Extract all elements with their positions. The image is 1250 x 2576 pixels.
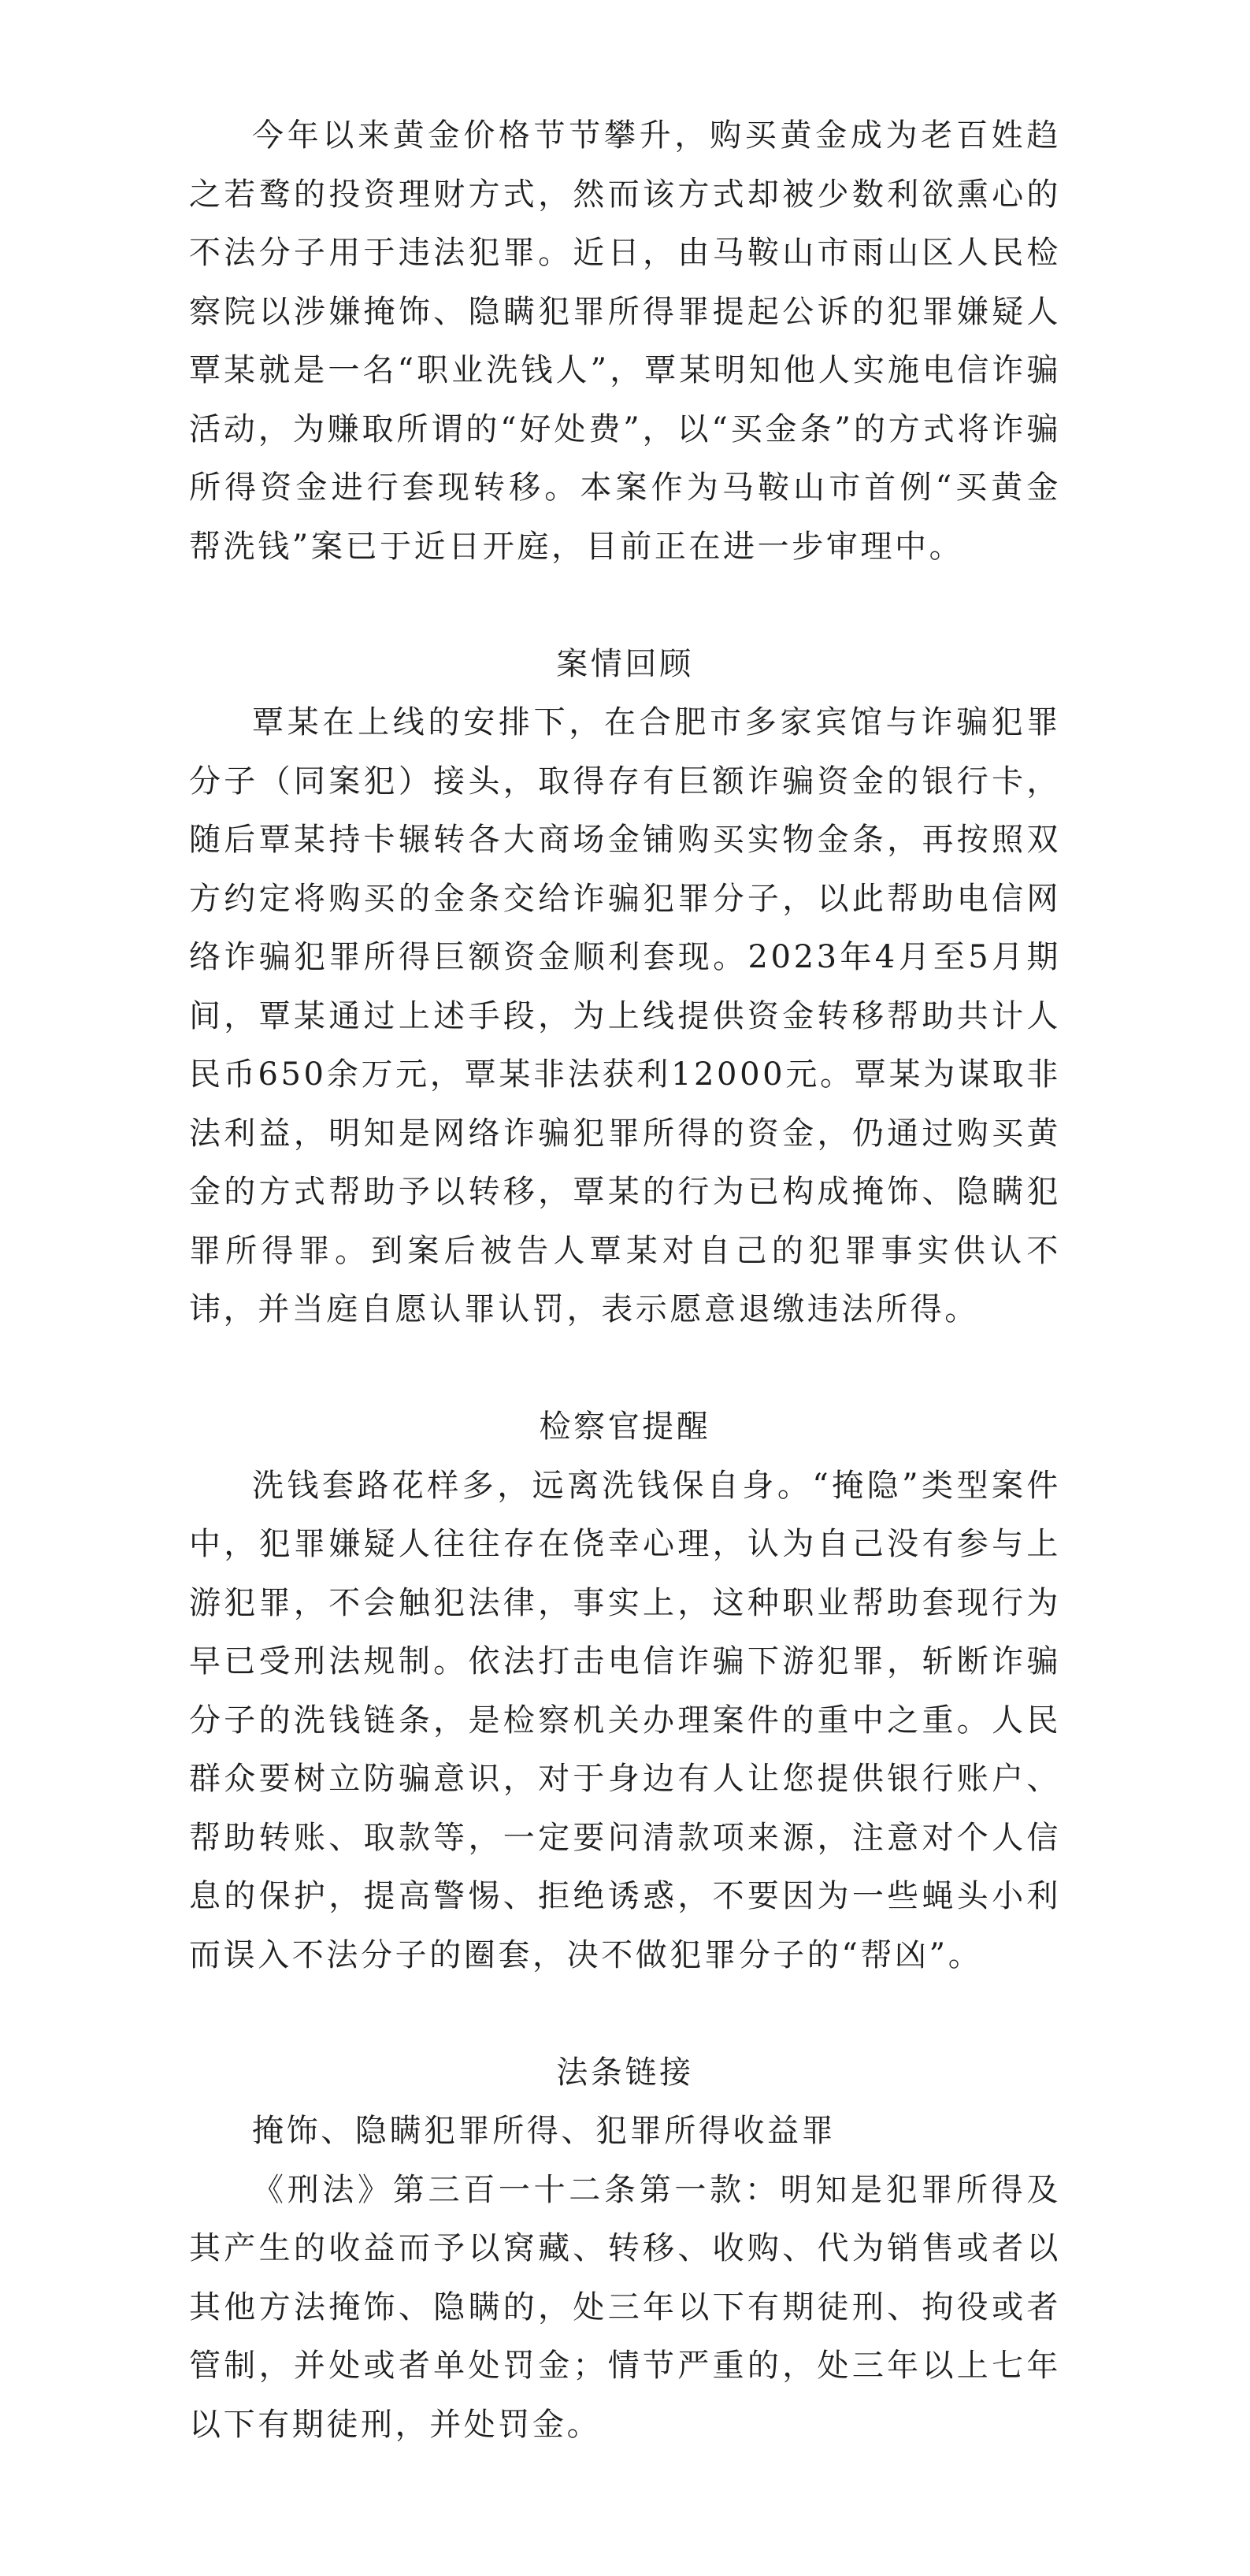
section-title-law-link: 法条链接 [556, 2054, 694, 2091]
law-paragraph: 《刑法》第三百一十二条第一款：明知是犯罪所得及其产生的收益而予以窝藏、转移、收购、代为销售或者以其他方法掩饰、隐瞒的，处三年以下有期徒刑、拘役或者管制，并处或者单处罚金；情节严重的，处三年以上七年以下有期徒刑，并处罚金。 [189, 2171, 1061, 2443]
section-gap [189, 1984, 1061, 2043]
section-title-prosecutor-reminder: 检察官提醒 [539, 1409, 711, 1445]
section-title-case-review: 案情回顾 [556, 645, 694, 682]
section-gap [189, 576, 1061, 635]
prosecutor-reminder-paragraph: 洗钱套路花样多，远离洗钱保自身。“掩隐”类型案件中，犯罪嫌疑人往往存在侥幸心理，认为自己没有参与上游犯罪，不会触犯法律，事实上，这种职业帮助套现行为早已受刑法规制。依法打击电信诈骗下游犯罪，斩断诈骗分子的洗钱链条，是检察机关办理案件的重中之重。人民群众要树立防骗意识，对于身边有人让您提供银行账户、帮助转账、取款等，一定要问清款项来源，注意对个人信息的保护，提高警惕、拒绝诱惑，不要因为一些蝇头小利而误入不法分子的圈套，决不做犯罪分子的“帮凶”。 [189, 1467, 1061, 1973]
intro-paragraph: 今年以来黄金价格节节攀升，购买黄金成为老百姓趋之若鹜的投资理财方式，然而该方式却被少数利欲熏心的不法分子用于违法犯罪。近日，由马鞍山市雨山区人民检察院以涉嫌掩饰、隐瞒犯罪所得罪提起公诉的犯罪嫌疑人覃某就是一名“职业洗钱人”，覃某明知他人实施电信诈骗活动，为赚取所谓的“好处费”，以“买金条”的方式将诈骗所得资金进行套现转移。本案作为马鞍山市首例“买黄金帮洗钱”案已于近日开庭，目前正在进一步审理中。 [189, 117, 1061, 565]
section-gap [189, 1339, 1061, 1398]
article [189, 106, 1061, 2454]
law-subtitle: 掩饰、隐瞒犯罪所得、犯罪所得收益罪 [252, 2113, 836, 2149]
case-review-paragraph: 覃某在上线的安排下，在合肥市多家宾馆与诈骗犯罪分子（同案犯）接头，取得存有巨额诈骗资金的银行卡，随后覃某持卡辗转各大商场金铺购买实物金条，再按照双方约定将购买的金条交给诈骗犯罪分子，以此帮助电信网络诈骗犯罪所得巨额资金顺利套现。2023年4月至5月期间，覃某通过上述手段，为上线提供资金转移帮助共计人民币650余万元，覃某非法获利12000元。覃某为谋取非法利益，明知是网络诈骗犯罪所得的资金，仍通过购买黄金的方式帮助予以转移，覃某的行为已构成掩饰、隐瞒犯罪所得罪。到案后被告人覃某对自己的犯罪事实供认不讳，并当庭自愿认罪认罚，表示愿意退缴违法所得。 [189, 704, 1061, 1327]
